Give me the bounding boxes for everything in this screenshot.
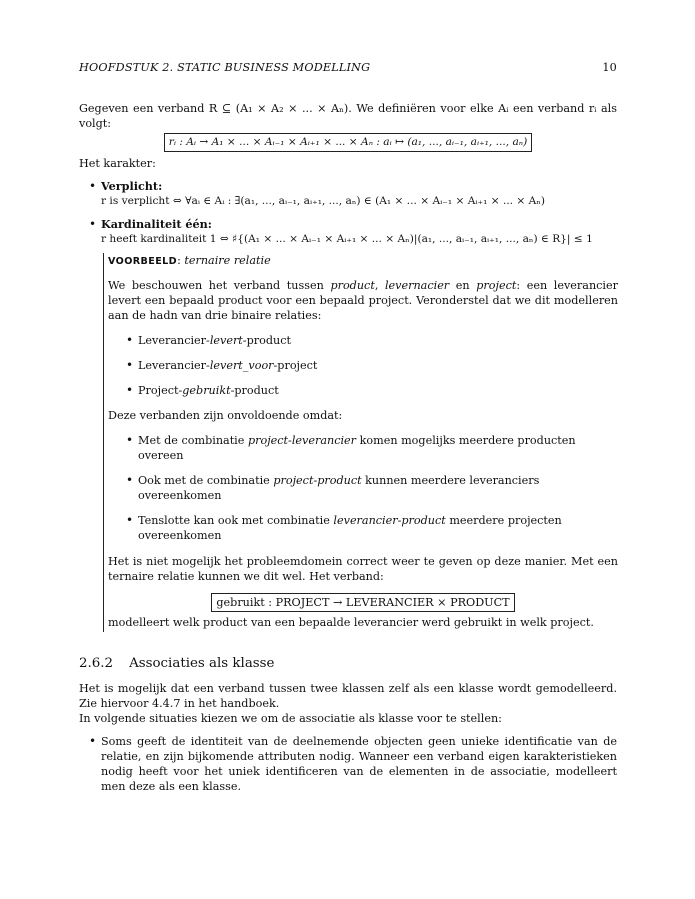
karakter-item-kardinaliteit — [79, 217, 617, 247]
list-item — [108, 358, 618, 373]
example-paragraph-3: Het is niet mogelijk het probleemdomein correct weer te geven op deze manier. Met een ternaire relatie kunnen we dit wel. Het verband: — [108, 555, 618, 583]
page-number: 10 — [602, 61, 617, 74]
example-paragraph-4: modelleert welk product van een bepaalde leverancier werd gebruikt in welk project. — [108, 616, 594, 629]
karakter-list — [79, 179, 617, 247]
example-label-colon: : — [177, 254, 185, 267]
example-subtitle: ternaire relatie — [184, 254, 271, 267]
text-run: Met de combinatie — [138, 434, 248, 447]
section-heading — [79, 656, 617, 671]
text-run: : een leverancier levert een bepaald product voor een bepaald project. Veronderstel dat we dit modelleren aan de hadn van drie binaire relaties: — [108, 279, 618, 322]
text-run: Leverancier- — [138, 359, 210, 372]
text-run: komen mogelijks meerdere producten overeen — [138, 434, 576, 462]
text-run: en — [449, 279, 477, 292]
example-paragraph-1 — [108, 278, 618, 323]
running-header — [79, 60, 617, 75]
example-block — [103, 253, 618, 632]
example-formula-wrap — [108, 593, 618, 612]
emphasis: leverancier-product — [333, 514, 446, 527]
text-run: -project — [273, 359, 318, 372]
karakter-item-verplicht — [79, 179, 617, 209]
karakter-item-text: r heeft kardinaliteit 1 ⇔ ♯{(A₁ × ... × Aᵢ₋₁ × Aᵢ₊₁ × ... × Aₙ)|(a₁, ..., aᵢ₋₁, aᵢ₊₁, ..., aₙ) ∈ R}| ≤ 1 — [101, 233, 593, 245]
intro-text: Gegeven een verband R ⊆ (A₁ × A₂ × ... × Aₙ). We definiëren voor elke Aᵢ een verband rᵢ als volgt: — [79, 102, 617, 130]
section-number: 2.6.2 — [79, 656, 114, 671]
karakter-item-title: • Kardinaliteit één: — [101, 217, 212, 231]
relations-list — [108, 333, 618, 398]
text-run: Ook met de combinatie — [138, 474, 274, 487]
karakter-item-title: • Verplicht: — [101, 179, 163, 193]
emphasis: project-product — [273, 474, 362, 487]
text-run: -product — [230, 384, 279, 397]
list-item — [108, 473, 618, 503]
example-heading — [108, 253, 618, 269]
reasons-list — [108, 433, 618, 543]
karakter-heading: Het karakter: — [79, 157, 156, 170]
emphasis: levert_voor — [209, 359, 274, 372]
list-item — [108, 333, 618, 348]
emphasis: product — [330, 279, 375, 292]
text-run: , — [374, 279, 385, 292]
karakter-item-text: r is verplicht ⇔ ∀aᵢ ∈ Aᵢ : ∃(a₁, ..., aᵢ₋₁, aᵢ₊₁, ..., aₙ) ∈ (A₁ × ... × Aᵢ₋₁ × Aᵢ₊₁ × ... × Aₙ) — [101, 195, 546, 207]
example-paragraph-2: Deze verbanden zijn onvoldoende omdat: — [108, 409, 343, 422]
intro-formula: rᵢ : Aᵢ → A₁ × ... × Aᵢ₋₁ × Aᵢ₊₁ × ... × Aₙ : aᵢ ↦ (a₁, ..., aᵢ₋₁, aᵢ₊₁, ..., aₙ) — [164, 133, 533, 152]
emphasis: project-leverancier — [247, 434, 357, 447]
section-list — [79, 734, 617, 794]
emphasis: project — [476, 279, 517, 292]
page — [79, 60, 617, 794]
emphasis: levernacier — [384, 279, 450, 292]
intro-formula-wrap — [79, 133, 617, 152]
text-run: meerdere projecten overeenkomen — [138, 514, 562, 542]
example-formula: gebruikt : PROJECT → LEVERANCIER × PRODUCT — [211, 593, 514, 612]
text-run: Tenslotte kan ook met combinatie — [138, 514, 334, 527]
chapter-title: HOOFDSTUK 2. STATIC BUSINESS MODELLING — [79, 61, 371, 74]
emphasis: gebruikt — [182, 384, 231, 397]
section-title: Associaties als klasse — [129, 656, 275, 671]
example-label: VOORBEELD — [108, 256, 178, 267]
text-run: -product — [242, 334, 291, 347]
list-item: • Soms geeft de identiteit van de deelnemende objecten geen unieke identificatie van de relatie, en zijn bijkomende attributen nodig. Wanneer een verband eigen karakteristieken nodig heeft voor het uniek identificeren van de elementen in de associatie, modelleert men deze als een klasse. — [79, 734, 617, 794]
list-item — [108, 383, 618, 398]
section-paragraph-1: Het is mogelijk dat een verband tussen twee klassen zelf als een klasse wordt gemodelleerd. Zie hiervoor 4.4.7 in het handboek. — [79, 682, 617, 710]
text-run: We beschouwen het verband tussen — [108, 279, 331, 292]
text-run: kunnen meerdere leveranciers overeenkomen — [138, 474, 540, 502]
text-run: Leverancier- — [138, 334, 210, 347]
list-item — [108, 433, 618, 463]
list-item — [108, 513, 618, 543]
text-run: Project- — [138, 384, 183, 397]
emphasis: levert — [209, 334, 243, 347]
section-paragraph-2: In volgende situaties kiezen we om de associatie als klasse voor te stellen: — [79, 712, 502, 725]
